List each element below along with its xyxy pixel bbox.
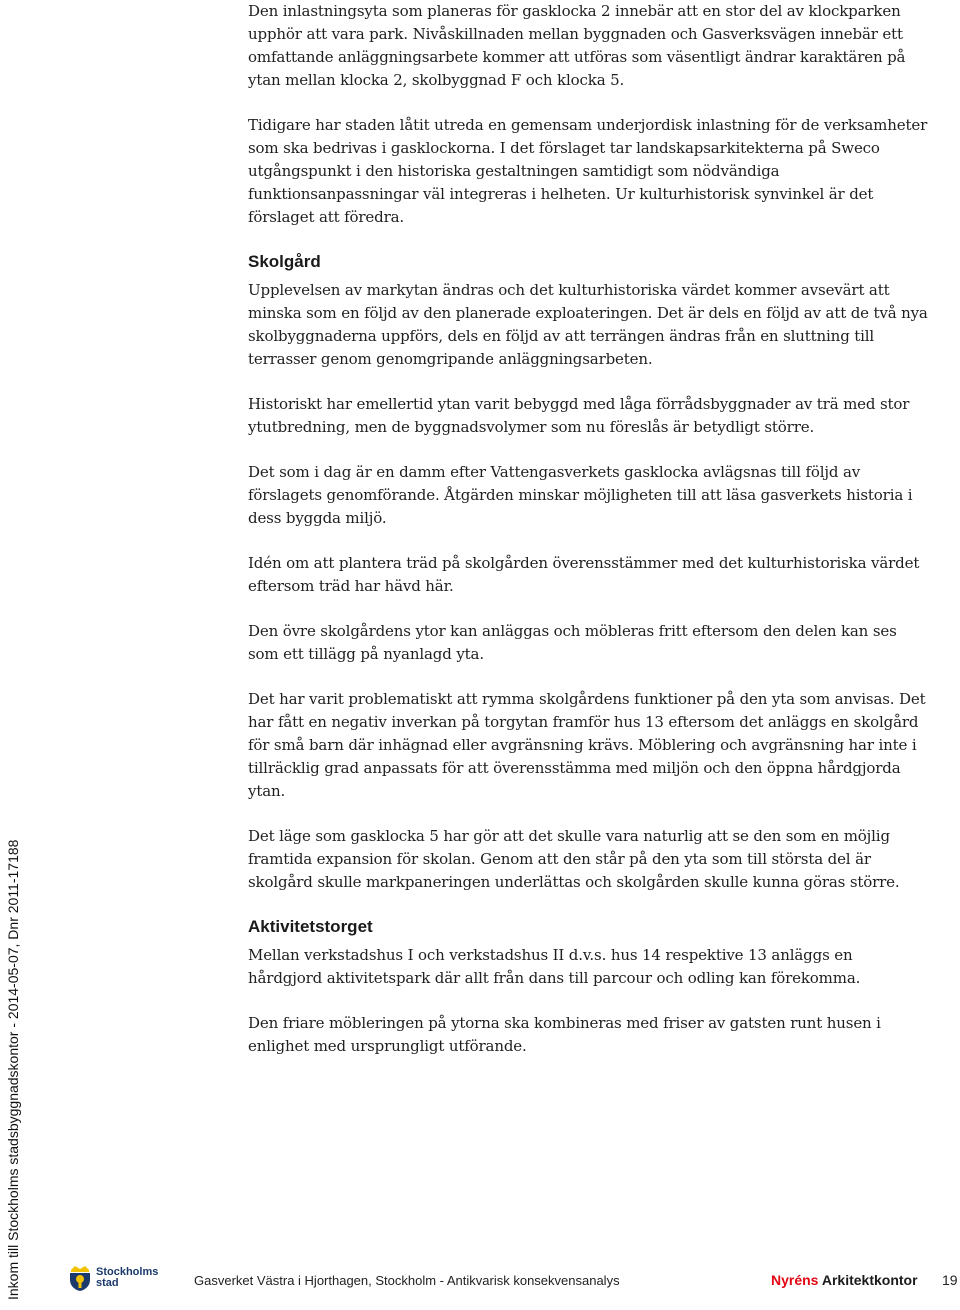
brand-name: Nyréns [771,1272,819,1288]
paragraph: Tidigare har staden låtit utreda en gemensam underjordisk inlastning för de verksamheter som ska bedrivas i gasklockorna. I det förslaget tar landskapsarkitekterna på Sweco utgångspunkt i den historiska gestaltningen samtidigt som nödvändiga funktionsanpassningar väl integreras i helheten. Ur kulturhistorisk synvinkel är det förslaget att föredra. [248,116,928,226]
footer-brand [771,1272,918,1288]
crown-shield-icon [68,1264,92,1292]
paragraph: Mellan verkstadshus I och verkstadshus II d.v.s. hus 14 respektive 13 anläggs en hårdgjord aktivitetspark där allt från dans till parcour och odling kan förekomma. [248,946,861,987]
logo-wordmark [96,1267,158,1289]
document-body [248,0,928,1080]
brand-suffix: Arkitektkontor [821,1272,918,1288]
paragraph: Idén om att plantera träd på skolgården överensstämmer med det kulturhistoriska värdet eftersom träd har hävd här. [248,554,920,595]
paragraph: Det läge som gasklocka 5 har gör att det skulle vara naturlig att se den som en möjlig framtida expansion för skolan. Genom att den står på den yta som till största del är skolgård skulle markpaneringen underlättas och skolgården skulle kunna göras större. [248,827,900,891]
sidebar-stamp [0,810,26,1300]
section-heading-aktivitetstorget: Aktivitetstorget [248,917,373,936]
paragraph: Den övre skolgårdens ytor kan anläggas och möbleras fritt eftersom den delen kan ses som ett tillägg på nyanlagd yta. [248,622,897,663]
paragraph: Historiskt har emellertid ytan varit bebyggd med låga förrådsbyggnader av trä med stor ytutbredning, men de byggnadsvolymer som nu föreslås är betydligt större. [248,395,910,436]
paragraph: Det som i dag är en damm efter Vattengasverkets gasklocka avlägsnas till följd av förslagets genomförande. Åtgärden minskar möjligheten till att läsa gasverkets historia i dess byggda miljö. [248,463,913,527]
paragraph: Den inlastningsyta som planeras för gasklocka 2 innebär att en stor del av klockparken upphör att vara park. Nivåskillnaden mellan byggnaden och Gasverksvägen innebär ett omfattande anläggningsarbete kommer att utföras som väsentligt ändrar karaktären på ytan mellan klocka 2, skolbyggnad F och klocka 5. [248,2,906,89]
paragraph: Den friare möbleringen på ytorna ska kombineras med friser av gatsten runt husen i enlighet med ursprungligt utförande. [248,1014,881,1055]
page-footer [0,1260,960,1300]
section-heading-skolgard: Skolgård [248,252,321,271]
registration-stamp-text: Inkom till Stockholms stadsbyggnadskontor - 2014-05-07, Dnr 2011-17188 [5,839,21,1300]
paragraph: Det har varit problematiskt att rymma skolgårdens funktioner på den yta som anvisas. Det har fått en negativ inverkan på torgytan framför hus 13 eftersom det anläggs en skolgård för små barn där inhägnad eller avgränsning krävs. Möblering och avgränsning har inte i tillräcklig grad anpassats för att överensstämma med miljön och den öppna hårdgjorda ytan. [248,690,926,800]
stockholms-stad-logo [68,1264,158,1292]
page-number: 19 [942,1272,958,1288]
logo-line-1: Stockholms [96,1266,159,1278]
paragraph: Upplevelsen av markytan ändras och det kulturhistoriska värdet kommer avsevärt att minska som en följd av den planerade exploateringen. Det är dels en följd av att de två nya skolbyggnaderna uppförs, dels en följd av att terrängen ändras från en sluttning till terrasser genom genomgripande anläggningsarbeten. [248,281,928,368]
footer-document-title: Gasverket Västra i Hjorthagen, Stockholm - Antikvarisk konsekvensanalys [194,1273,620,1288]
logo-line-2: stad [96,1277,119,1289]
